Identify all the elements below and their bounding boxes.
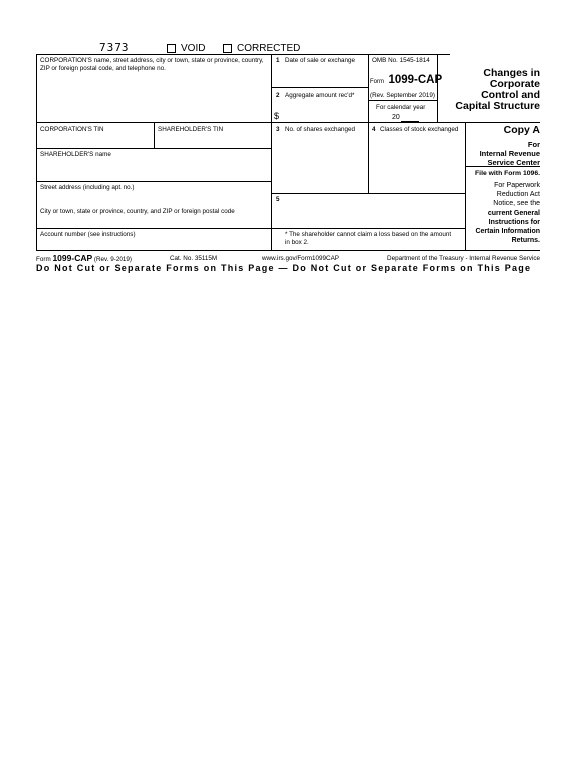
footer-department: Department of the Treasury - Internal Revenue Service: [387, 255, 540, 262]
box1-date-field[interactable]: [272, 66, 367, 86]
copy-a-recipient: [460, 140, 540, 167]
corporation-tin-label: CORPORATION'S TIN: [40, 126, 104, 133]
copy-irs-line2: Service Center: [487, 158, 540, 167]
street-address-field[interactable]: [37, 193, 270, 203]
shareholder-tin-label: SHAREHOLDER'S TIN: [158, 126, 224, 133]
notice-line2: Reduction Act: [496, 191, 540, 199]
notice-line3: Notice, see the: [493, 200, 540, 208]
corrected-label: CORRECTED: [237, 43, 301, 54]
account-number-label: Account number (see instructions): [40, 231, 136, 238]
form-title-small: [370, 70, 442, 88]
shareholder-tin-field[interactable]: [155, 134, 270, 147]
account-number-field[interactable]: [37, 240, 270, 249]
box4-number: 4: [372, 126, 376, 133]
footer-catalog-number: Cat. No. 35115M: [170, 255, 218, 262]
title-line1: Changes in: [483, 67, 540, 79]
notice-line4: current General: [487, 209, 540, 217]
footer-form-word: Form: [36, 256, 51, 263]
notice-line6: Certain Information: [475, 228, 540, 236]
omb-number: OMB No. 1545-1814: [372, 57, 430, 64]
box3-number: 3: [276, 126, 280, 133]
box4-label: Classes of stock exchanged: [380, 126, 459, 133]
box5-number: 5: [276, 196, 280, 203]
box5-field[interactable]: [272, 205, 464, 227]
form-title: [440, 68, 540, 112]
notice-line1: For Paperwork: [494, 182, 540, 189]
footer-url: www.irs.gov/Form1099CAP: [262, 255, 339, 262]
file-with-1096: File with Form 1096.: [475, 170, 540, 177]
title-line4: Capital Structure: [455, 100, 540, 112]
notice-line5: Instructions for: [488, 218, 540, 226]
corporation-name-address-field[interactable]: [37, 75, 270, 121]
calendar-year-field[interactable]: [401, 113, 419, 122]
box2-amount-field[interactable]: [282, 102, 367, 121]
corrected-checkbox[interactable]: [223, 44, 232, 53]
box3-shares-field[interactable]: [272, 135, 367, 192]
paperwork-notice: [455, 181, 540, 245]
shareholder-name-label: SHAREHOLDER'S name: [40, 151, 111, 158]
footer-form-revision: (Rev. 9-2019): [93, 256, 132, 263]
calendar-year-prefix: 20: [392, 114, 400, 121]
form-prefix: Form: [370, 79, 384, 85]
box1-label: Date of sale or exchange: [285, 57, 356, 64]
footer-form-id: [36, 253, 132, 263]
box2-footnote: * The shareholder cannot claim a loss based on the amount in box 2.: [285, 231, 452, 246]
street-address-label: Street address (including apt. no.): [40, 184, 135, 191]
city-state-zip-field[interactable]: [37, 217, 270, 227]
form-revision: (Rev. September 2019): [370, 92, 435, 99]
calendar-year-label: For calendar year: [376, 104, 426, 111]
box1-number: 1: [276, 57, 280, 64]
title-line3: Control and: [481, 89, 540, 101]
corporation-tin-field[interactable]: [37, 134, 153, 147]
notice-line7: Returns.: [511, 237, 540, 245]
copy-irs-line1: Internal Revenue: [479, 149, 540, 158]
box3-label: No. of shares exchanged: [285, 126, 356, 133]
footer-form-name: 1099-CAP: [52, 253, 93, 263]
dollar-sign: $: [274, 111, 280, 121]
void-checkbox[interactable]: [167, 44, 176, 53]
title-line2: Corporate: [489, 78, 540, 90]
box2-label: Aggregate amount rec'd*: [285, 92, 355, 99]
form-code: 7373: [99, 41, 130, 54]
void-label: VOID: [181, 43, 206, 54]
form-name: 1099-CAP: [388, 74, 443, 86]
corporation-name-address-label: CORPORATION'S name, street address, city or town, state or province, country, ZIP or foreign postal code, and telephone no.: [40, 57, 264, 72]
do-not-cut-warning: Do Not Cut or Separate Forms on This Page — Do Not Cut or Separate Forms on This Page: [36, 263, 532, 273]
shareholder-name-field[interactable]: [37, 160, 270, 180]
city-state-zip-label: City or town, state or province, country, and ZIP or foreign postal code: [40, 208, 235, 215]
copy-for: For: [527, 140, 540, 149]
copy-a-title: Copy A: [503, 124, 540, 136]
box4-classes-field[interactable]: [369, 135, 464, 192]
box2-number: 2: [276, 92, 280, 99]
